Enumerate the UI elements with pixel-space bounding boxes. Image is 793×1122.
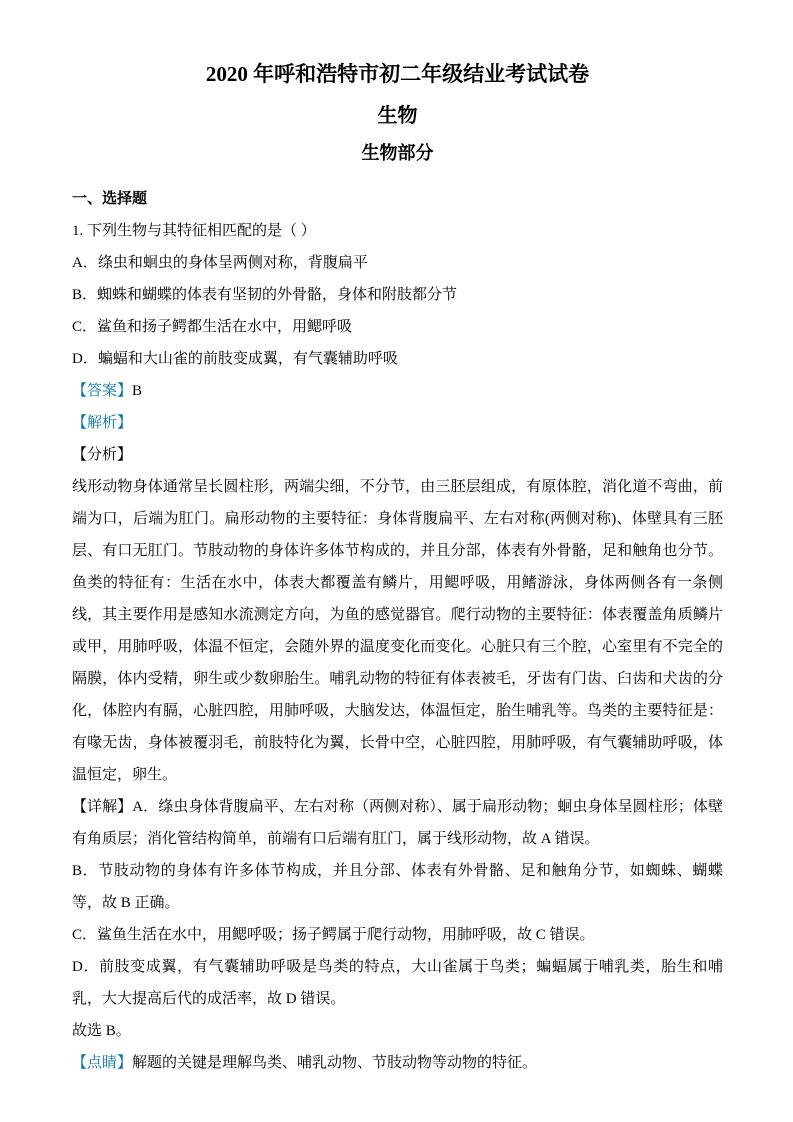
detail-paragraph-a <box>72 791 723 855</box>
answer-label: 【答案】 <box>72 383 133 399</box>
question-stem: 1. 下列生物与其特征相匹配的是（ ） <box>72 223 316 239</box>
answer-line <box>72 375 723 407</box>
jiexi-line <box>72 407 723 439</box>
fenxi-label: 【分析】 <box>72 447 133 463</box>
jiexi-label: 【解析】 <box>72 415 133 431</box>
fenxi-label-line <box>72 439 723 471</box>
section-heading: 一、选择题 <box>72 191 148 207</box>
subject-title: 生物 <box>377 105 418 127</box>
detail-paragraph-c: C．鲨鱼生活在水中，用鳃呼吸；扬子鳄属于爬行动物，用肺呼吸，故 C 错误。 <box>72 927 595 943</box>
question-option-c: C．鲨鱼和扬子鳄都生活在水中，用鳃呼吸 <box>72 319 353 335</box>
part-title: 生物部分 <box>361 143 434 163</box>
detail-paragraph-d: D．前肢变成翼，有气囊辅助呼吸是鸟类的特点，大山雀属于鸟类；蝙蝠属于哺乳类，胎生和哺乳，大大提高后代的成活率，故 D 错误。 <box>72 959 723 1007</box>
detail-paragraph-b: B．节肢动物的身体有许多体节构成，并且分部、体表有外骨骼、足和触角分节，如蜘蛛、蝴蝶等，故 B 正确。 <box>72 863 723 911</box>
question-option-d: D．蝙蝠和大山雀的前肢变成翼，有气囊辅助呼吸 <box>72 351 398 367</box>
dianjing-text: 解题的关键是理解鸟类、哺乳动物、节肢动物等动物的特征。 <box>132 1055 538 1071</box>
conclusion-line: 故选 B。 <box>72 1023 131 1039</box>
fenxi-paragraph: 线形动物身体通常呈长圆柱形，两端尖细，不分节，由三胚层组成，有原体腔，消化道不弯曲，前端为口，后端为肛门。扁形动物的主要特征：身体背腹扁平、左右对称(两侧对称)、体壁具有三胚层、有口无肛门。节肢动物的身体许多体节构成的，并且分部，体表有外骨骼，足和触角也分节。鱼类的特征有：生活在水中，体表大都覆盖有鳞片，用鳃呼吸，用鳍游泳，身体两侧各有一条侧线，其主要作用是感知水流测定方向，为鱼的感觉器官。爬行动物的主要特征：体表覆盖角质鳞片或甲，用肺呼吸，体温不恒定，会随外界的温度变化而变化。心脏只有三个腔，心室里有不完全的隔膜，体内受精，卵生或少数卵胎生。哺乳动物的特征有体表被毛，牙齿有门齿、臼齿和犬齿的分化，体腔内有膈，心脏四腔，用肺呼吸，大脑发达，体温恒定，胎生哺乳等。鸟类的主要特征是：有喙无齿，身体被覆羽毛，前肢特化为翼，长骨中空，心脏四腔，用肺呼吸，有气囊辅助呼吸，体温恒定，卵生。 <box>72 479 723 783</box>
dianjing-paragraph <box>72 1047 723 1079</box>
answer-value: B <box>132 383 143 399</box>
xiangjie-label: 【详解】 <box>72 799 133 815</box>
question-option-a: A．绦虫和蛔虫的身体呈两侧对称，背腹扁平 <box>72 255 368 271</box>
dianjing-label: 【点睛】 <box>72 1055 133 1071</box>
detail-a-text: A．绦虫身体背腹扁平、左右对称（两侧对称）、属于扁形动物；蛔虫身体呈圆柱形；体壁有角质层；消化管结构简单，前端有口后端有肛门，属于线形动物，故 A 错误。 <box>72 799 723 847</box>
document-title: 2020 年呼和浩特市初二年级结业考试试卷 <box>205 62 590 86</box>
question-option-b: B．蜘蛛和蝴蝶的体表有坚韧的外骨骼，身体和附肢都分节 <box>72 287 458 303</box>
